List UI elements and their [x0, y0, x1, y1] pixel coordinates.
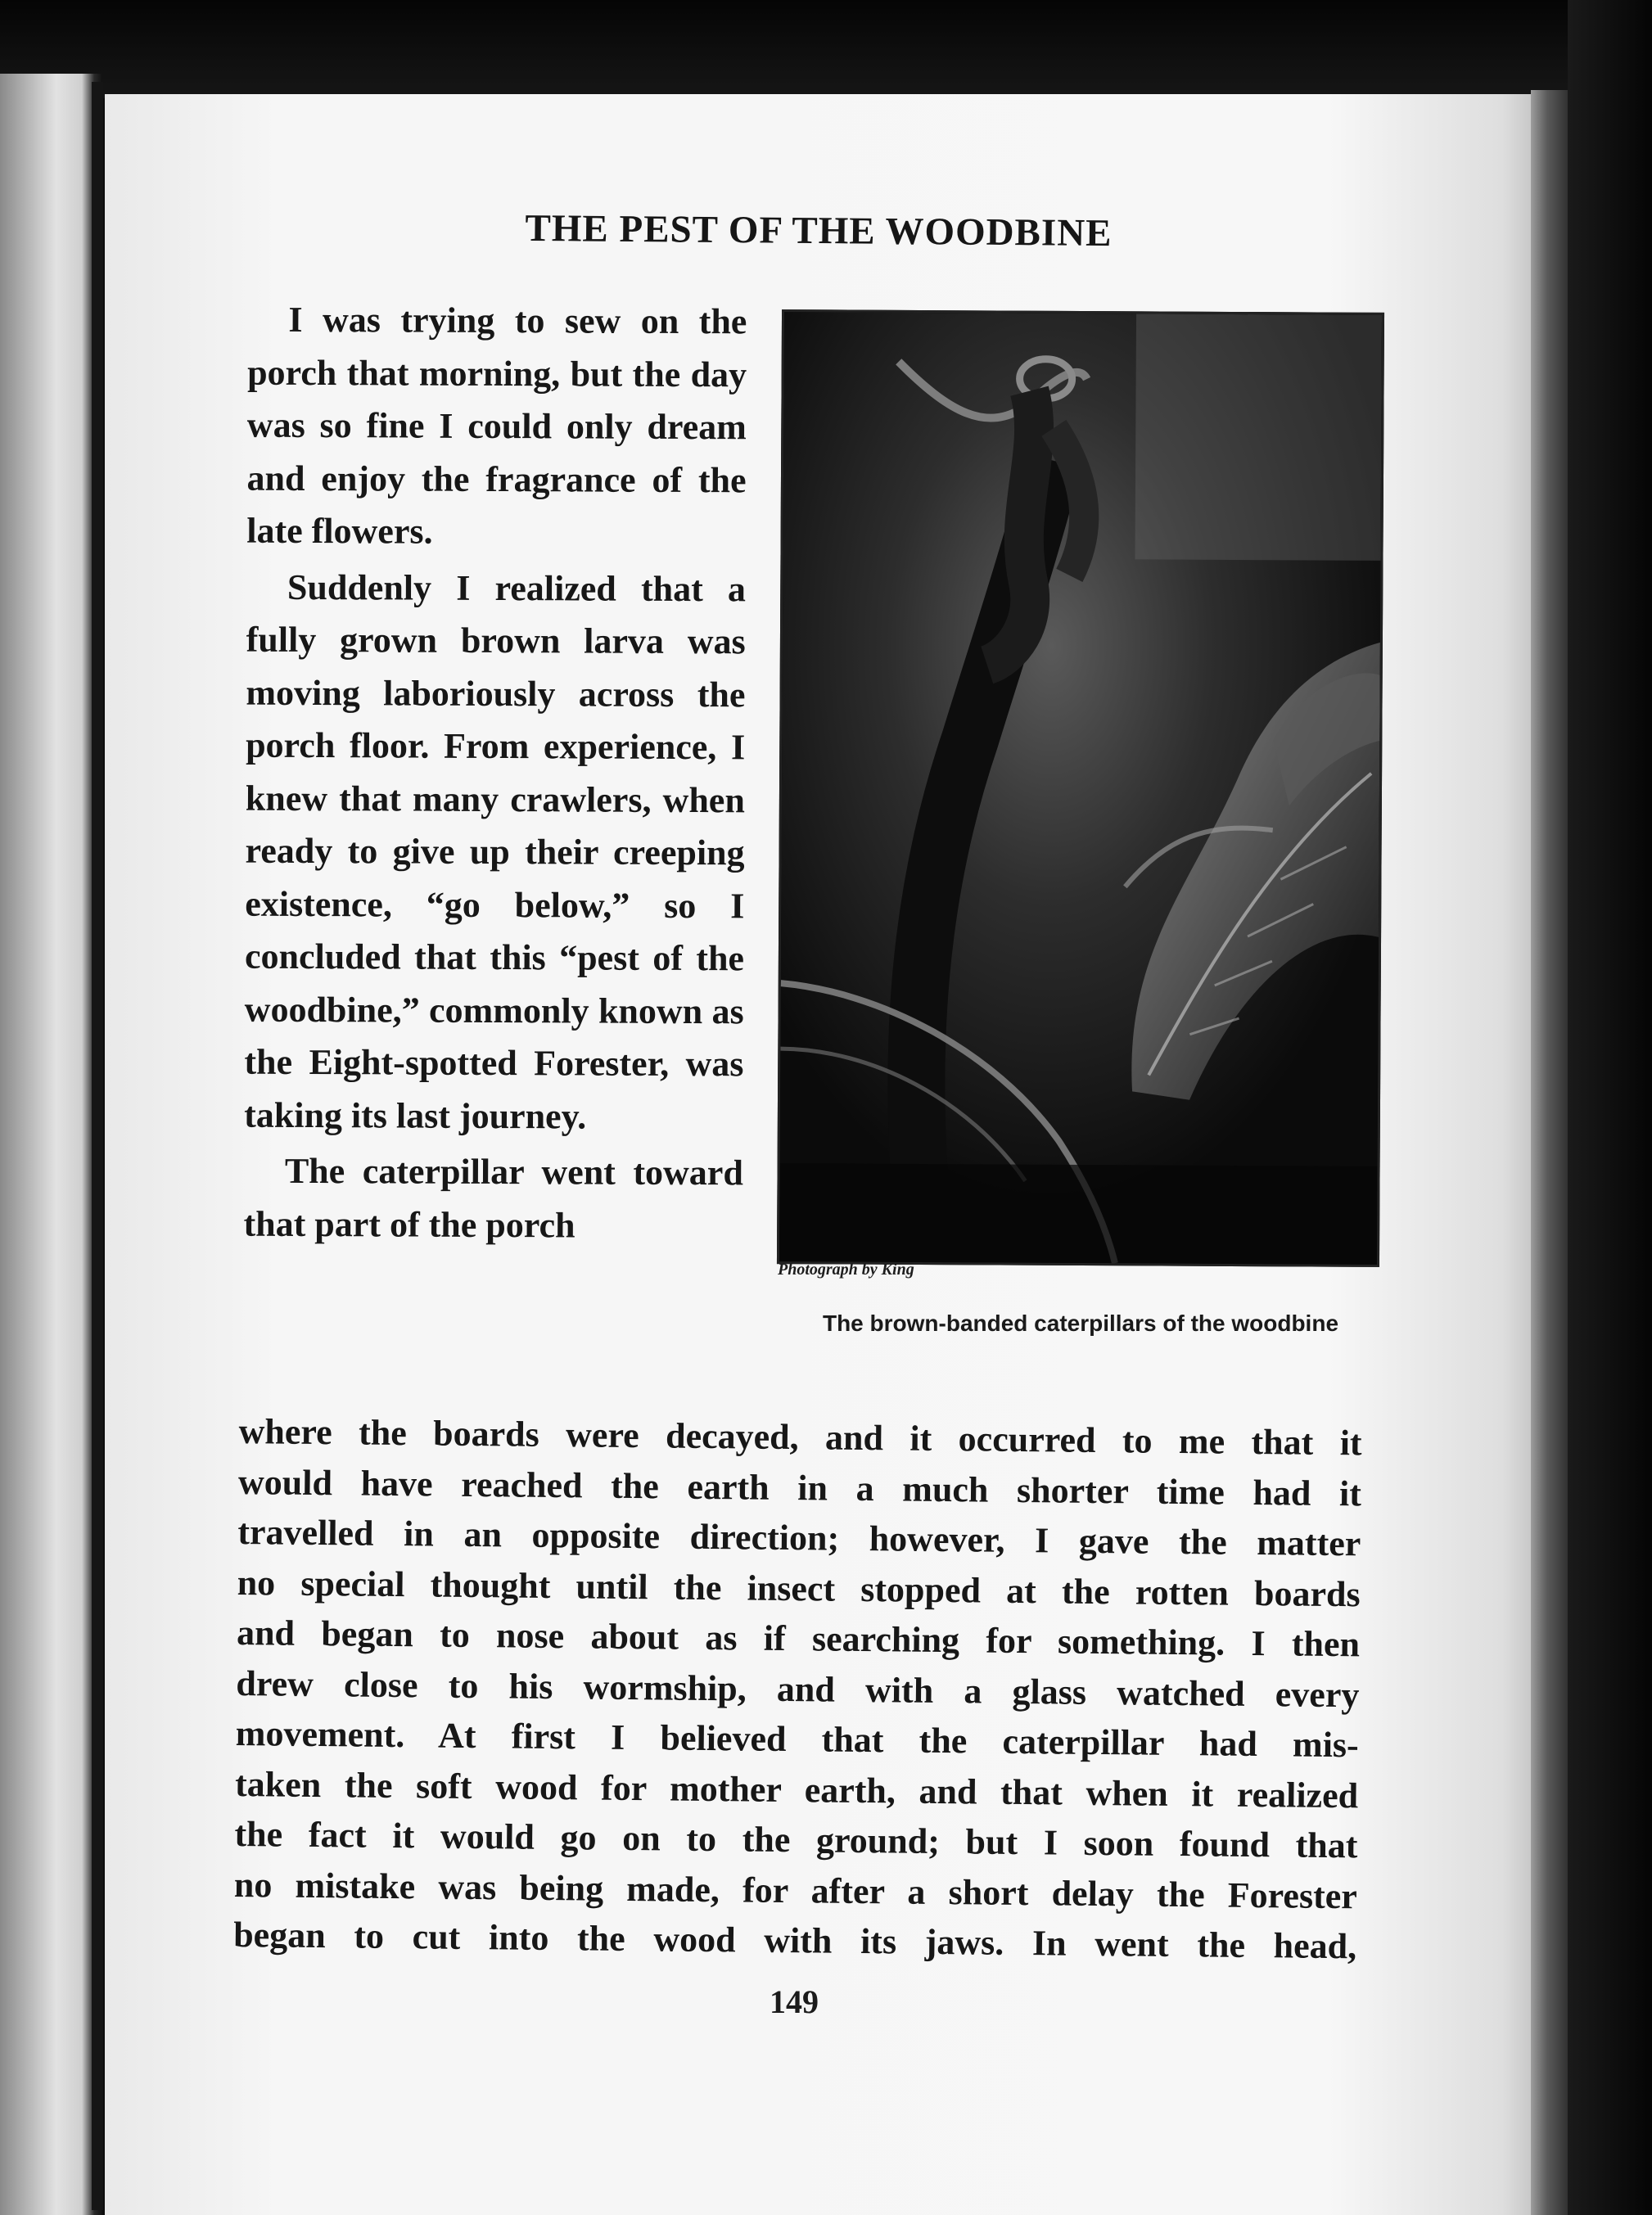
- page-right-edge: [1531, 90, 1572, 2215]
- running-head: THE PEST OF THE WOODBINE: [525, 206, 1113, 255]
- caterpillar-photograph: [777, 309, 1384, 1267]
- full-width-text: [233, 1406, 1362, 1972]
- left-page-edge: [0, 74, 102, 2215]
- figure-caption: The brown-banded caterpillars of the woodbine: [822, 1311, 1339, 1336]
- text-line: no special thought until the insect stopped at the rotten boards: [237, 1562, 1361, 1614]
- photo-credit: Photograph by King: [778, 1261, 914, 1279]
- text-line: movement. At first I believed that the caterpillar had mis-: [235, 1712, 1359, 1766]
- scan-right-shadow: [1568, 0, 1652, 2215]
- text-line: no mistake was being made, for after a short delay the Forester: [233, 1864, 1358, 1916]
- left-text-column: [243, 294, 747, 1253]
- text-line: taken the soft wood for mother earth, and that when it realized: [234, 1763, 1359, 1816]
- text-line: where the boards were decayed, and it occurred to me that it: [238, 1410, 1362, 1464]
- paragraph-2: Suddenly I realized that a fully grown brown larva was moving laboriously across the porch floor. From experience, I knew that many crawlers, when ready to give up their creeping existence, “go below,” so I concluded that this “pest of the woodbine,” commonly known as the Eight-spotted Forester, was taking its last journey.: [244, 566, 747, 1136]
- text-line: would have reached the earth in a much shorter time had it: [237, 1461, 1362, 1514]
- book-spine-gutter: [92, 82, 103, 2210]
- text-line: drew close to his wormship, and with a glass watched every: [236, 1662, 1360, 1715]
- scan-top-shadow: [0, 0, 1652, 98]
- paragraph-1: I was trying to sew on the porch that morning, but the day was so fine I could only dream and enjoy the fragrance of the late flowers.: [246, 299, 747, 552]
- page-number: 149: [770, 1983, 819, 2020]
- text-line: and began to nose about as if searching for something. I then: [236, 1612, 1361, 1665]
- paragraph-3: The caterpillar went toward that part of the porch: [243, 1150, 743, 1245]
- text-line: the fact it would go on to the ground; but I soon found that: [234, 1813, 1358, 1866]
- text-line: travelled in an opposite direction; however, I gave the matter: [237, 1511, 1361, 1564]
- text-line: began to cut into the wood with its jaws. In went the head,: [232, 1914, 1357, 1967]
- photo-illustration: [779, 312, 1382, 1265]
